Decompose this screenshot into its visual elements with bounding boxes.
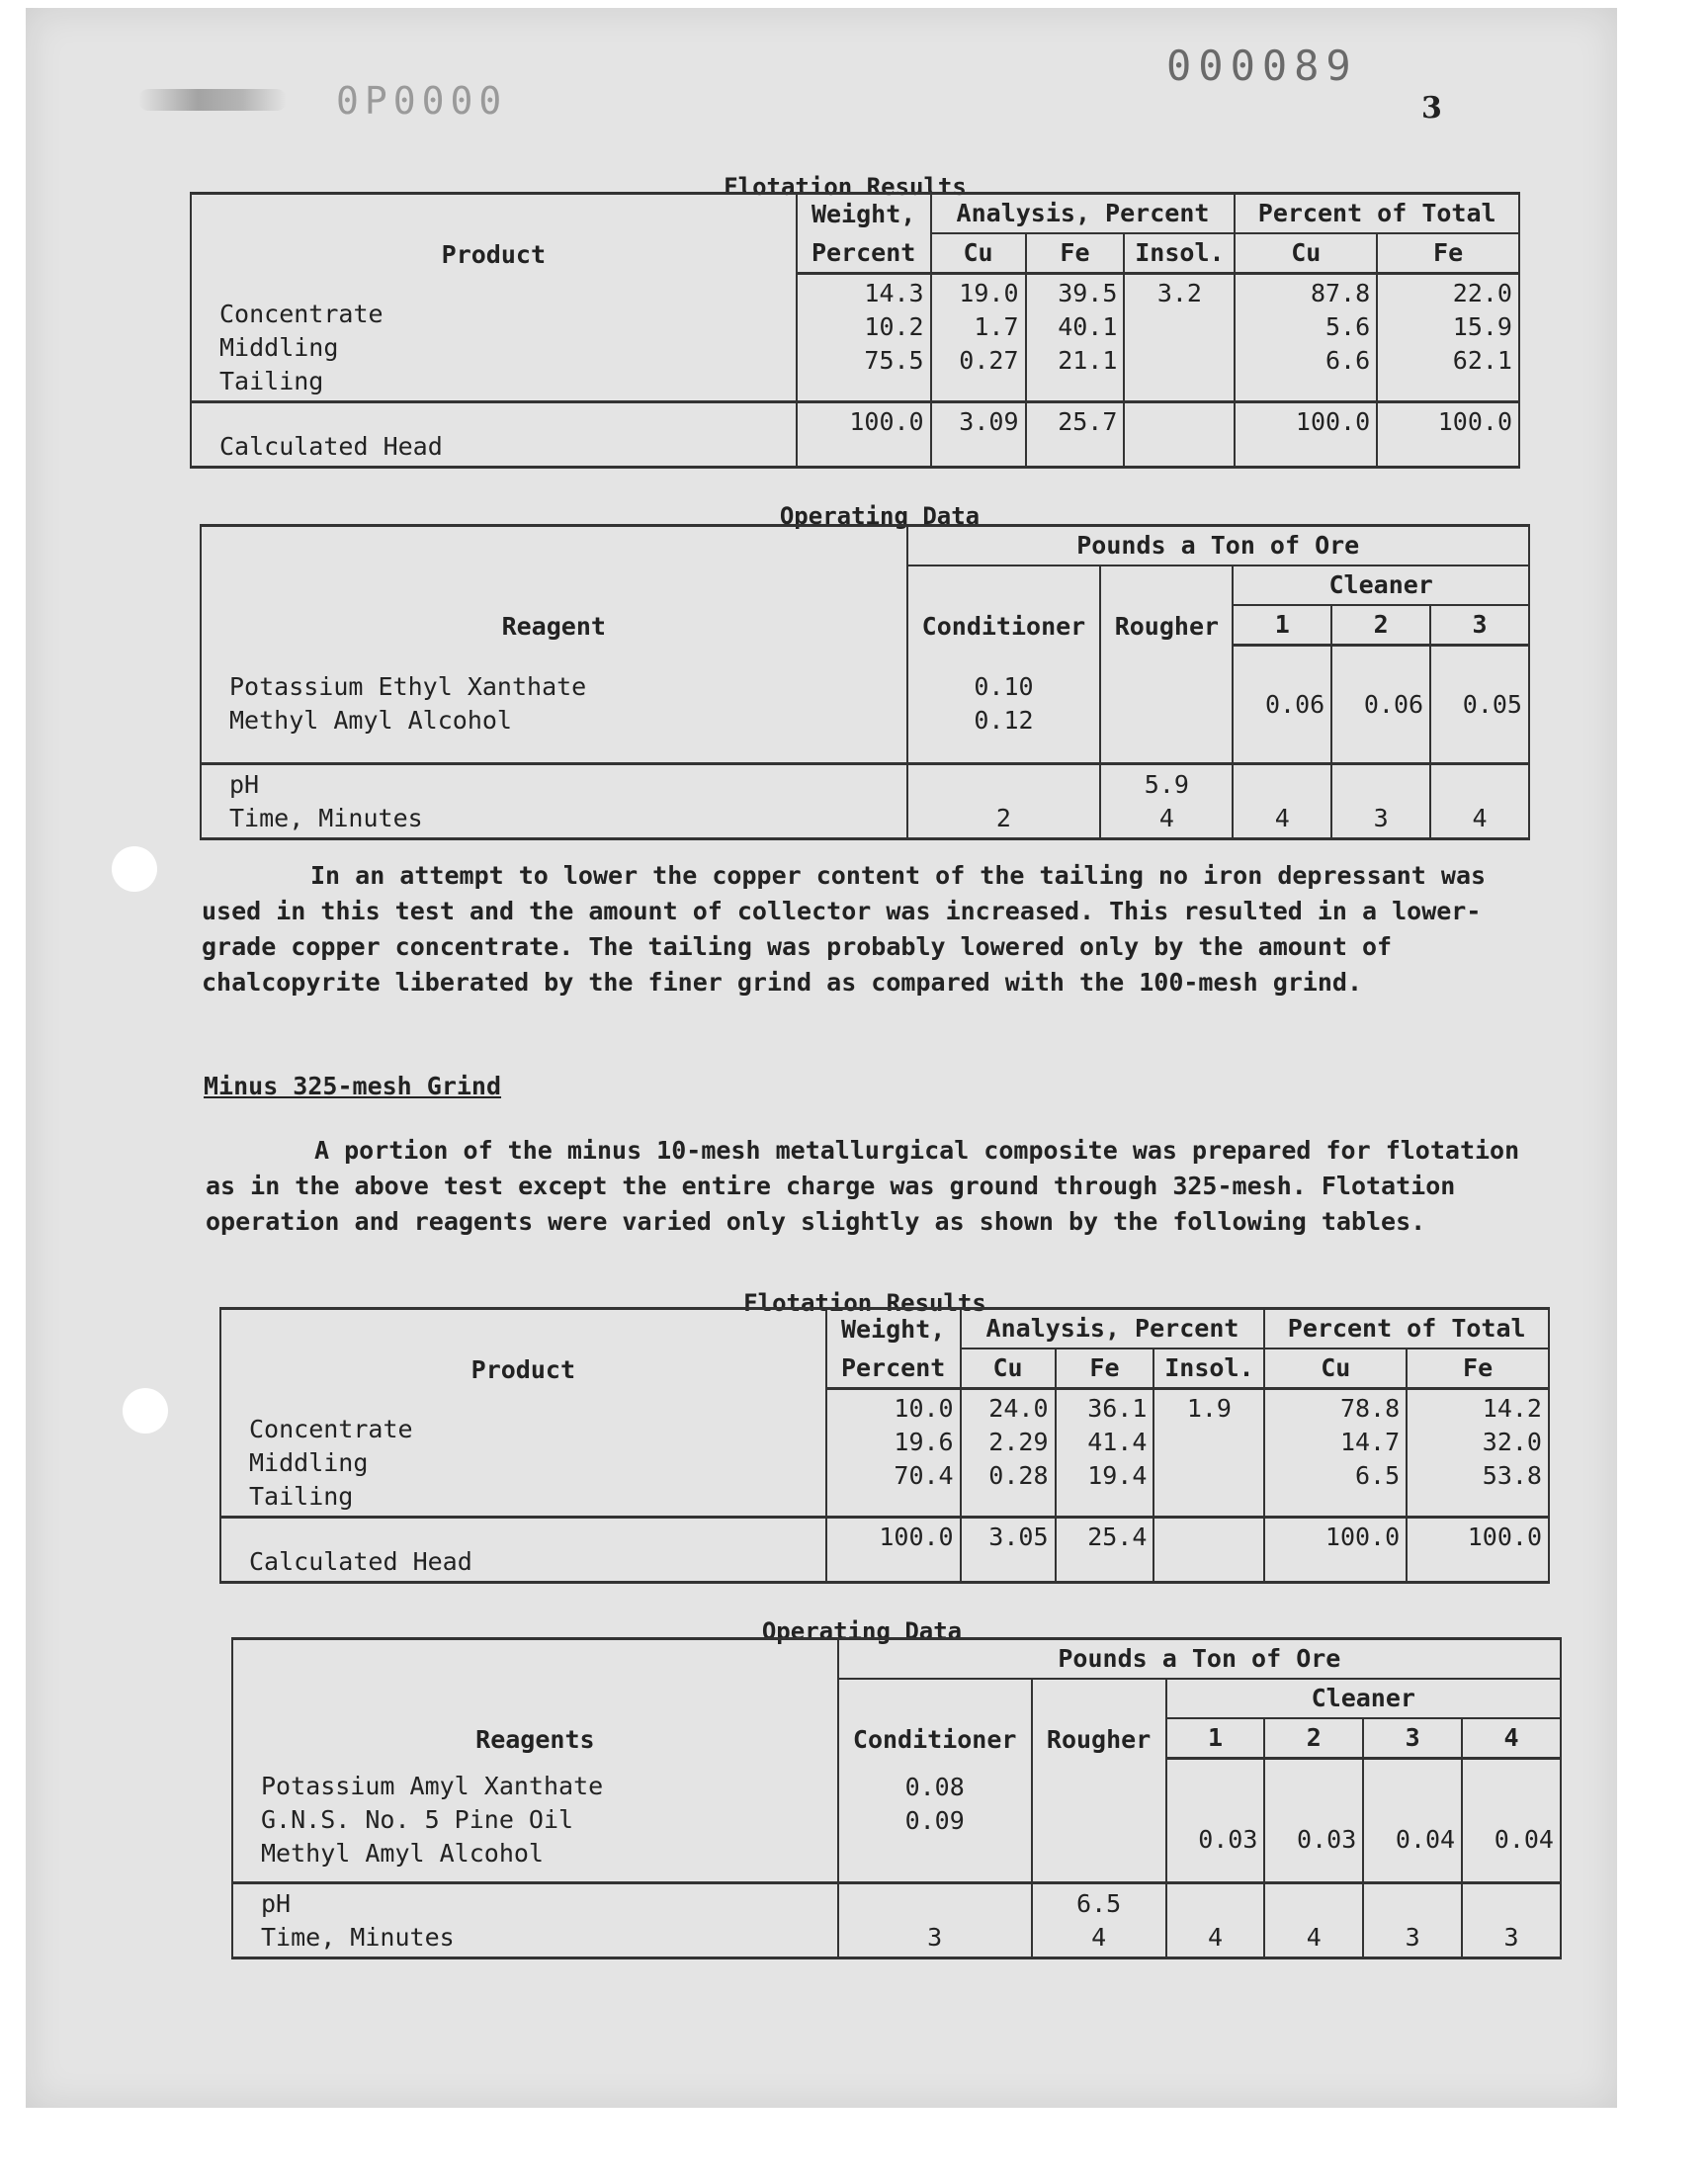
insol-values: 1.9 [1153, 1389, 1264, 1518]
insol-values: 3.2 [1124, 274, 1235, 402]
cleaner-1-value: 0.03 [1166, 1759, 1265, 1883]
operating-data-table-2 [231, 1637, 1562, 1959]
flotation-results-table-1 [190, 192, 1520, 469]
cleaner-1-time: 4 [1166, 1883, 1265, 1958]
weight-values: 10.0 19.6 70.4 [826, 1389, 961, 1518]
cu-values: 19.0 1.7 0.27 [931, 274, 1026, 402]
col-header-pounds: Pounds a Ton of Ore [907, 526, 1530, 566]
fe-values: 36.1 41.4 19.4 [1056, 1389, 1154, 1518]
col-header-cleaner-1: 1 [1233, 605, 1331, 646]
conditioner-time: 3 [838, 1883, 1032, 1958]
total-fe-values: 22.0 15.9 62.1 [1377, 274, 1519, 402]
head-total-cu: 100.0 [1264, 1518, 1407, 1583]
reagent-names: Potassium Ethyl Xanthate Methyl Amyl Alcohol [201, 646, 907, 764]
head-total-cu: 100.0 [1235, 402, 1377, 468]
section-heading: Minus 325-mesh Grind [204, 1072, 502, 1100]
weight-values: 14.3 10.2 75.5 [797, 274, 931, 402]
head-weight: 100.0 [826, 1518, 961, 1583]
conditioner-time: 2 [907, 764, 1101, 839]
ph-time-label: pH Time, Minutes [201, 764, 907, 839]
col-header-rougher: Rougher [1100, 566, 1233, 646]
head-cu: 3.09 [931, 402, 1026, 468]
col-header-pounds: Pounds a Ton of Ore [838, 1639, 1561, 1680]
ph-time-label: pH Time, Minutes [232, 1883, 838, 1958]
col-header-cleaner: Cleaner [1166, 1679, 1561, 1718]
cleaner-2-value: 0.06 [1331, 646, 1430, 764]
col-header-conditioner: Conditioner [838, 1679, 1032, 1759]
col-header-conditioner: Conditioner [907, 566, 1101, 646]
punch-hole [123, 1388, 168, 1434]
col-header-weight: Weight, [826, 1309, 961, 1349]
col-header-insol: Insol. [1153, 1348, 1264, 1389]
rougher-ph-time: 6.5 4 [1032, 1883, 1166, 1958]
cleaner-3-value: 0.05 [1430, 646, 1529, 764]
total-cu-values: 78.8 14.7 6.5 [1264, 1389, 1407, 1518]
table-caption: Flotation Results [724, 173, 967, 201]
cleaner-4-value: 0.04 [1462, 1759, 1561, 1883]
col-header-product: Product [220, 1309, 826, 1389]
reagent-names: Potassium Amyl Xanthate G.N.S. No. 5 Pine Oil Methyl Amyl Alcohol [232, 1759, 838, 1883]
head-label: Calculated Head [220, 1518, 826, 1583]
head-label: Calculated Head [191, 402, 797, 468]
col-header-analysis: Analysis, Percent [961, 1309, 1265, 1349]
fe-values: 39.5 40.1 21.1 [1026, 274, 1125, 402]
cleaner-2-time: 4 [1264, 1883, 1363, 1958]
body-paragraph [206, 1133, 1530, 1240]
paragraph-text: A portion of the minus 10-mesh metallurgical composite was prepared for flotation as in the above test except the entire charge was ground through 325-mesh. Flotation operation and reagents were varied only slightly as shown by the following tables. [206, 1136, 1520, 1236]
cleaner-3-value: 0.04 [1363, 1759, 1462, 1883]
flotation-results-table-2 [219, 1307, 1550, 1584]
cleaner-2-value: 0.03 [1264, 1759, 1363, 1883]
col-header-reagent: Reagent [201, 526, 907, 646]
cleaner-1-time: 4 [1233, 764, 1331, 839]
head-fe: 25.7 [1026, 402, 1125, 468]
cleaner-3-time: 4 [1430, 764, 1529, 839]
head-insol [1153, 1518, 1264, 1583]
col-header-weight-percent: Percent [797, 233, 931, 274]
head-insol [1124, 402, 1235, 468]
head-total-fe: 100.0 [1407, 1518, 1549, 1583]
col-header-insol: Insol. [1124, 233, 1235, 274]
col-header-percent-total: Percent of Total [1264, 1309, 1549, 1349]
col-header-product: Product [191, 194, 797, 274]
head-weight: 100.0 [797, 402, 931, 468]
col-header-cleaner-2: 2 [1264, 1718, 1363, 1759]
product-names: Concentrate Middling Tailing [191, 274, 797, 402]
col-header-cleaner-1: 1 [1166, 1718, 1265, 1759]
col-header-cleaner-4: 4 [1462, 1718, 1561, 1759]
col-header-reagent: Reagents [232, 1639, 838, 1759]
col-header-total-fe: Fe [1377, 233, 1519, 274]
body-paragraph [202, 858, 1546, 1000]
col-header-fe: Fe [1026, 233, 1125, 274]
scan-smudge [138, 89, 287, 111]
col-header-cleaner: Cleaner [1233, 566, 1529, 605]
col-header-total-fe: Fe [1407, 1348, 1549, 1389]
head-cu: 3.05 [961, 1518, 1056, 1583]
cleaner-3-time: 3 [1363, 1883, 1462, 1958]
product-names: Concentrate Middling Tailing [220, 1389, 826, 1518]
col-header-rougher: Rougher [1032, 1679, 1166, 1759]
cleaner-2-time: 3 [1331, 764, 1430, 839]
page-number: 3 [1421, 91, 1442, 126]
rougher-values [1032, 1759, 1166, 1883]
table-caption: Flotation Results [743, 1289, 986, 1317]
col-header-total-cu: Cu [1235, 233, 1377, 274]
col-header-weight-percent: Percent [826, 1348, 961, 1389]
col-header-percent-total: Percent of Total [1235, 194, 1519, 234]
conditioner-values: 0.08 0.09 [838, 1759, 1032, 1883]
cu-values: 24.0 2.29 0.28 [961, 1389, 1056, 1518]
stamp-right: 000089 [1166, 42, 1358, 90]
rougher-values [1100, 646, 1233, 764]
total-fe-values: 14.2 32.0 53.8 [1407, 1389, 1549, 1518]
paragraph-text: In an attempt to lower the copper content of the tailing no iron depressant was used in this test and the amount of collector was increased. This resulted in a lower-grade copper concentrate. The tailing was probably lowered only by the amount of chalcopyrite liberated by the finer grind as compared with the 100-mesh grind. [202, 861, 1487, 997]
head-fe: 25.4 [1056, 1518, 1154, 1583]
conditioner-values: 0.10 0.12 [907, 646, 1101, 764]
col-header-cu: Cu [961, 1348, 1056, 1389]
stamp-left: 0P0000 [336, 79, 508, 123]
cleaner-4-time: 3 [1462, 1883, 1561, 1958]
table-caption: Operating Data [779, 502, 981, 530]
col-header-cleaner-3: 3 [1363, 1718, 1462, 1759]
total-cu-values: 87.8 5.6 6.6 [1235, 274, 1377, 402]
table-caption: Operating Data [761, 1617, 963, 1645]
col-header-cleaner-3: 3 [1430, 605, 1529, 646]
col-header-fe: Fe [1056, 1348, 1154, 1389]
col-header-total-cu: Cu [1264, 1348, 1407, 1389]
punch-hole [112, 846, 157, 892]
operating-data-table-1 [200, 524, 1530, 840]
col-header-analysis: Analysis, Percent [931, 194, 1236, 234]
cleaner-1-value: 0.06 [1233, 646, 1331, 764]
rougher-ph-time: 5.9 4 [1100, 764, 1233, 839]
col-header-cu: Cu [931, 233, 1026, 274]
col-header-cleaner-2: 2 [1331, 605, 1430, 646]
col-header-weight: Weight, [797, 194, 931, 234]
head-total-fe: 100.0 [1377, 402, 1519, 468]
